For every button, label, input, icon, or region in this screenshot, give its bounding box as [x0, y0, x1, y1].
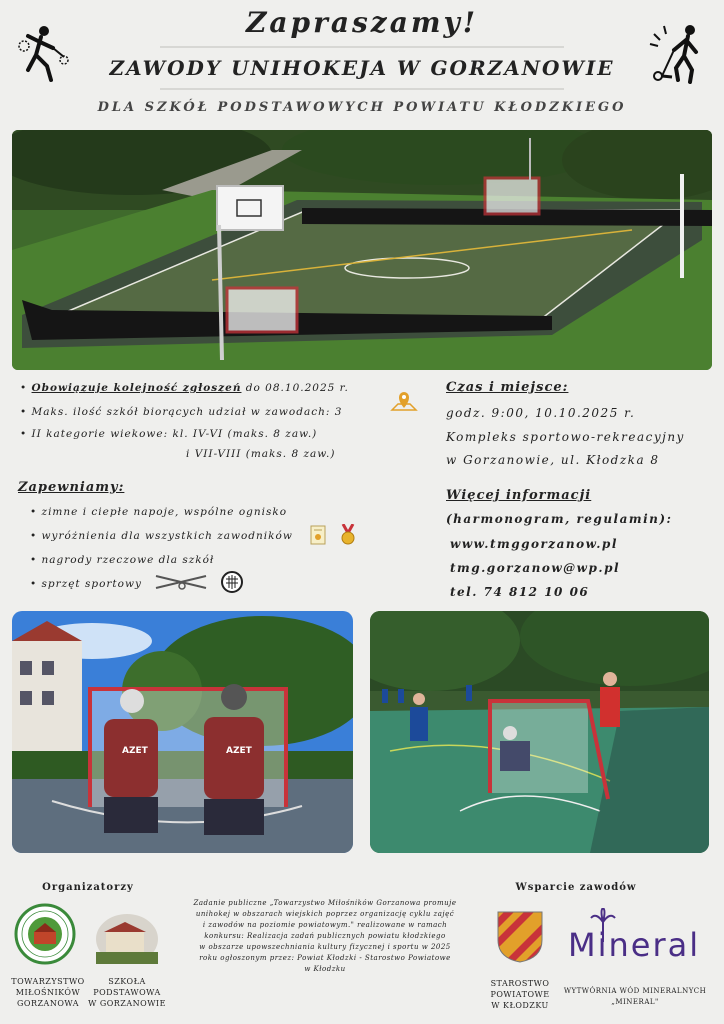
- event-place-2: w Gorzanowie, ul. Kłodzka 8: [446, 453, 660, 467]
- org2-line: W GORZANOWIE: [88, 999, 166, 1008]
- org1-name: [4, 976, 92, 1009]
- starostwo-crest: [496, 910, 544, 964]
- event-title: ZAWODY UNIHOKEJA W GORZANOWIE: [109, 56, 615, 80]
- diploma-icon: [310, 525, 326, 545]
- public-task-note: [172, 898, 478, 975]
- event-place-1: Kompleks sportowo-rekreacyjny: [446, 430, 685, 444]
- event-tagline: DLA SZKÓŁ PODSTAWOWYCH POWIATU KŁODZKIEGO: [97, 100, 627, 115]
- more-info-sub: (harmonogram, regulamin):: [446, 512, 673, 526]
- task-line: Zadanie publiczne „Towarzystwo Miłośników Gorzanowa promuje: [193, 899, 457, 907]
- organizers-heading: Organizatorzy: [42, 882, 134, 893]
- provide-item-text: nagrody rzeczowe dla szkół: [41, 554, 215, 566]
- email-link[interactable]: tmg.gorzanow@wp.pl: [450, 561, 621, 575]
- mineral-logo: Mineral: [568, 926, 701, 964]
- provide-item-text: sprzęt sportowy: [41, 578, 142, 590]
- event-time: godz. 9:00, 10.10.2025 r.: [446, 406, 636, 420]
- task-line: w obszarze upowszechniania kultury fizycznej i sportu w 2025: [199, 943, 451, 951]
- provide-item: • nagrody rzeczowe dla szkół: [30, 554, 215, 566]
- tmg-logo: [14, 903, 76, 965]
- org1-line: TOWARZYSTWO: [11, 977, 85, 986]
- provide-item: • zimne i ciepłe napoje, wspólne ognisko: [30, 506, 288, 518]
- registration-rule: • Obowiązuje kolejność zgłoszeń do 08.10.2025 r.: [20, 382, 349, 394]
- jersey-label: AZET: [122, 746, 148, 756]
- medal-icon: [340, 524, 356, 546]
- divider: [160, 46, 564, 48]
- age-category-rule: • II kategorie wiekowe: kl. IV-VI (maks. 8 zaw.): [20, 428, 318, 440]
- goalkeepers-photo: [12, 611, 353, 853]
- org2-name: [84, 976, 170, 1009]
- mineral-caption-line: WYTWÓRNIA WÓD MINERALNYCH: [563, 987, 707, 995]
- website-link[interactable]: www.tmggorzanow.pl: [450, 537, 618, 551]
- location-pin-icon: [390, 390, 418, 416]
- game-photo: [370, 611, 709, 853]
- provide-item: • sprzęt sportowy: [30, 578, 142, 590]
- crossed-sticks-icon: [152, 572, 212, 592]
- time-place-heading: Czas i miejsce:: [446, 380, 569, 395]
- registration-rule-deadline: do 08.10.2025 r.: [241, 382, 349, 394]
- more-info-heading: Więcej informacji: [446, 488, 592, 503]
- org1-line: MIŁOŚNIKÓW: [15, 988, 81, 997]
- support-heading: Wsparcie zawodów: [515, 882, 637, 893]
- provide-item-text: zimne i ciepłe napoje, wspólne ognisko: [41, 506, 288, 518]
- school-logo: [96, 914, 158, 964]
- divider: [160, 88, 564, 90]
- goalie-helmet-icon: [220, 570, 244, 594]
- provide-heading: Zapewniamy:: [18, 480, 125, 495]
- jersey-label: AZET: [226, 746, 252, 756]
- org1-line: GORZANOWA: [17, 999, 79, 1008]
- registration-rule-label: Obowiązuje kolejność zgłoszeń: [31, 382, 242, 394]
- page-title: Zapraszamy!: [245, 6, 479, 39]
- org2-line: SZKOŁA: [108, 977, 146, 986]
- mineral-caption: [560, 986, 710, 1008]
- max-schools-rule: • Maks. ilość szkół biorących udział w zawodach: 3: [20, 406, 343, 418]
- pitch-photo: [12, 130, 712, 370]
- task-line: w Kłodzku: [304, 965, 346, 973]
- mineral-caption-line: „MINERAL": [611, 998, 659, 1006]
- age-category-rule-2: i VII-VIII (maks. 8 zaw.): [186, 448, 336, 460]
- starostwo-name: [480, 978, 560, 1011]
- org2-line: PODSTAWOWA: [93, 988, 161, 997]
- max-schools-text: Maks. ilość szkół biorących udział w zawodach: 3: [31, 406, 343, 418]
- starostwo-line: POWIATOWE: [490, 990, 550, 999]
- starostwo-line: W KŁODZKU: [491, 1001, 549, 1010]
- task-line: roku ogłoszonym przez: Powiat Kłodzki - Starostwo Powiatowe: [199, 954, 451, 962]
- task-line: i zawodów na poziomie powiatowym." realizowane w ramach: [202, 921, 448, 929]
- task-line: unihokej w obszarach wiejskich poprzez organizację cyklu zajęć: [195, 910, 455, 918]
- phone-number: tel. 74 812 10 06: [450, 585, 590, 599]
- age-category-text: II kategorie wiekowe: kl. IV-VI (maks. 8 zaw.): [31, 428, 318, 440]
- task-line: konkursu: Realizacja zadań publicznych powiatu kłodzkiego: [204, 932, 446, 940]
- provide-item-text: wyróżnienia dla wszystkich zawodników: [41, 530, 293, 542]
- provide-item: • wyróżnienia dla wszystkich zawodników: [30, 530, 293, 542]
- starostwo-line: STAROSTWO: [490, 979, 550, 988]
